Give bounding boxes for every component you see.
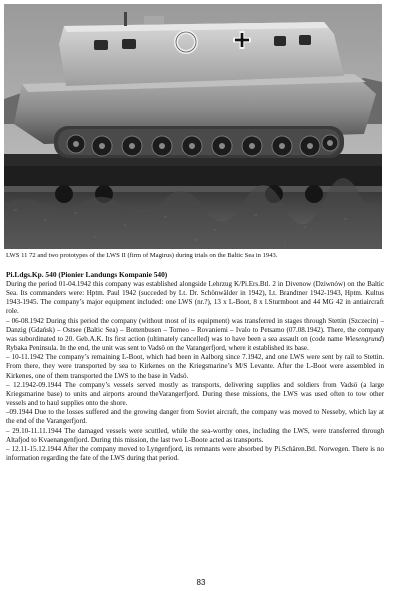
body-text	[6, 280, 384, 463]
section-heading: Pi.Ldgs.Kp. 540 (Pionier Landungs Kompanie 540)	[6, 270, 168, 279]
paragraph-lboot-transport: – 10-11.1942 The company’s remaining L-Boot, which had been in Aalborg since 7.1942, and one LWS were sent by rail to Stettin. From there, they were transported by sea to Kirkenes on the Kriegsmarine’s M/S Levante. After the L-Boot were assembled in Kirkenes, one of them transported the LWS to the base in Vadsö.	[6, 353, 384, 380]
historical-photo	[4, 4, 382, 249]
paragraph-lyngenfjord: – 12.11-15.12.1944 After the company moved to Lyngenfjord, its remnants were absorbed by Pi.Schären.Btl. Norwegen. There is no information regarding the fate of the LWS during that period.	[6, 444, 384, 462]
paragraph-1942-transfer: – 06-08.1942 During this period the company (without most of its equipment) was transferred in stages through Stettin (Szczecin) – Danzig (Gdańsk) – Ostsee (Baltic Sea) – Bottenbusen – Torneo – Rovaniemi – Ivalo to Petsamo (07.08.1942). There, the company was subordinated to 20. Geb.A.K. Its first action (ultimately cancelled) was to have been a sea assault on (code name Wiesengrund) Rybaka Peninsula. In the end, the unit was sent to Vadsö on the Varangerfjord, where it established its base.	[6, 316, 384, 353]
paragraph-intro: During the period 01-04.1942 this company was established alongside Lehrzug K/Pi.Ers.Btl. 2 in Divenow (Dziwnów) on the Baltic Sea. Its commanders were: Hptm. Paul 1942 (succeded by Lt. Dr. Schönwälder in 1942), Lt. Brandtner 1942-1943, Hptm. Kultus 1943-1945. The company’s major equipment included: one LWS (nr.?), 13 x L-Boot, 8 x l.Sturmboot and 44 MG 42 in antiaircraft role.	[6, 280, 384, 316]
paragraph-vadso-service: – 12.1942-09.1944 The company’s vessels served mostly as transports, delivering supplies and soldiers from Vadsö (a large Kriegsmarine base) to units and airports around theVarangerfjord. During these missions, the LWS was used often to tow other vessels and to haul supplies onto the shore.	[6, 380, 384, 408]
page-number: 83	[196, 578, 206, 587]
paragraph-nesseby-move: –09.1944 Due to the losses suffered and the growing danger from Soviet aircraft, the company was moved to Nesseby, which lay at the end of the Varangerfjord.	[6, 408, 384, 426]
amphibious-vehicle-photo	[4, 4, 382, 249]
paragraph-scuttled: – 29.10-11.11.1944 The damaged vessels were scuttled, while the sea-worthy ones, including the LWS, were transferred through Altafjod to Kvaenangenfjord. During this mission, the last two L-Boote acted as transports.	[6, 426, 384, 444]
photo-caption: LWS 11 72 and two prototypes of the LWS II (firm of Magirus) during trials on the Baltic Sea in 1943.	[6, 252, 278, 259]
